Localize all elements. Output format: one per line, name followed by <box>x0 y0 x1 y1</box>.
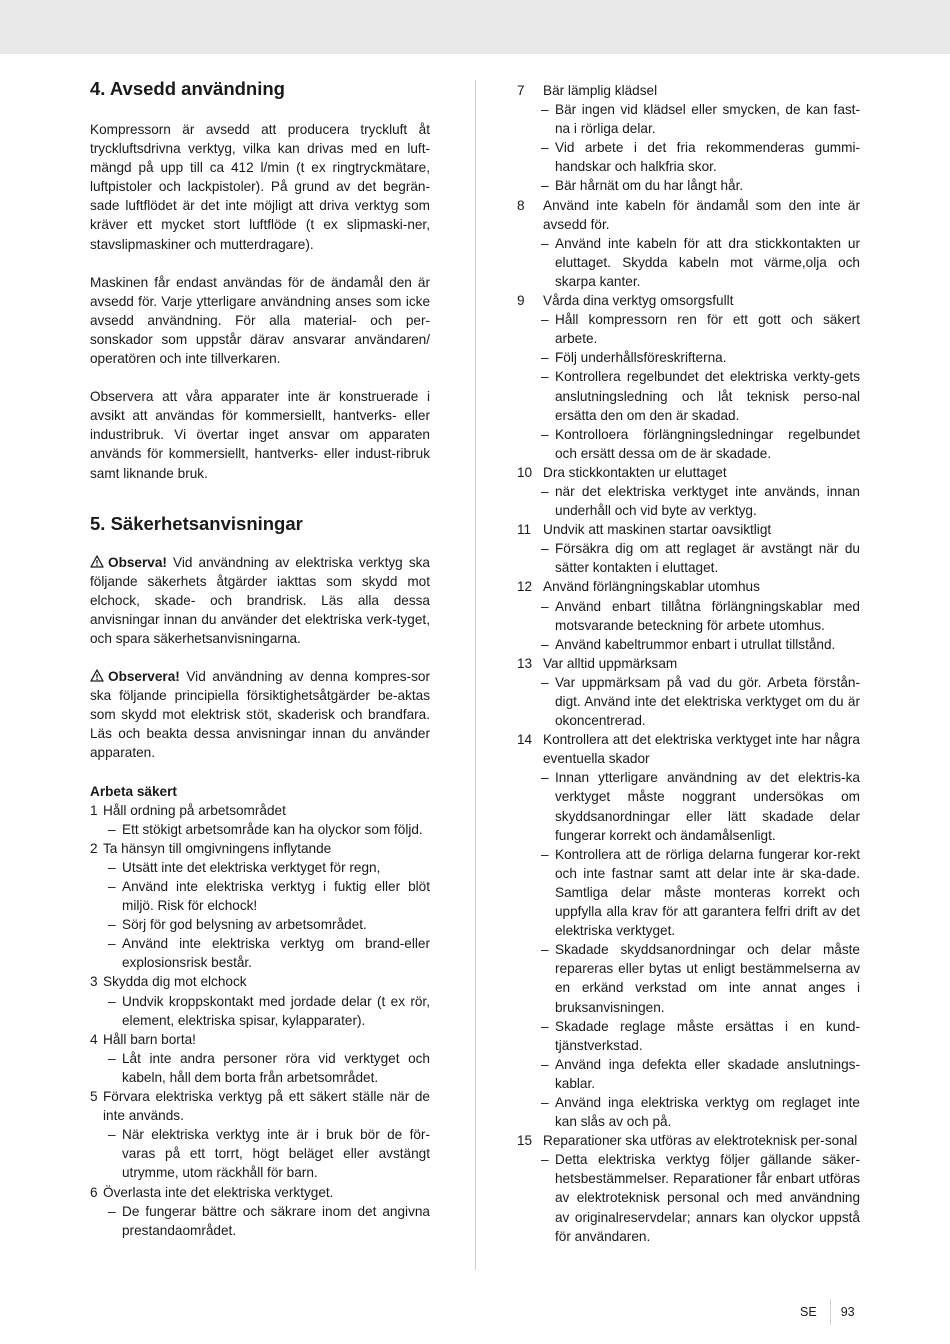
bullet-text: Försäkra dig om att reglaget är avstängt när du sätter kontakten i eluttaget. <box>555 541 860 576</box>
item-number: 1 <box>90 802 98 818</box>
dash-bullet: – <box>108 1050 116 1066</box>
bullet-text: Var uppmärksam på vad du gör. Arbeta förstån-digt. Använd inte det elektriska verktyget om du är okoncentrerad. <box>555 674 860 729</box>
bullet-text: Använd inte elektriska verktyg om brand-eller explosionsrisk består. <box>122 936 430 971</box>
safety-item <box>90 1183 430 1202</box>
safety-item <box>517 291 860 310</box>
page-number: 93 <box>840 1305 855 1319</box>
item-heading: Använd förlängningskablar utomhus <box>543 579 760 595</box>
safety-notice <box>90 553 430 648</box>
dash-bullet: – <box>541 846 549 862</box>
dash-bullet: – <box>541 369 549 385</box>
footer-divider <box>830 1299 831 1325</box>
dash-bullet: – <box>108 821 116 837</box>
column-divider <box>475 80 476 1270</box>
bullet-text: Vid arbete i det fria rekommenderas gummi-handskar och halkfria skor. <box>555 140 860 175</box>
bullet-text: när det elektriska verktyget inte används, innan underhåll och vid byte av verktyg. <box>555 483 860 519</box>
bullet-text: När elektriska verktyg inte är i bruk bör de för-varas på ett torrt, högt beläget eller avstängt utrymme, utom räckhåll för barn. <box>122 1127 430 1181</box>
bullet-item <box>517 673 860 730</box>
bullet-item <box>517 348 860 367</box>
dash-bullet: – <box>541 102 549 118</box>
item-number: 2 <box>90 840 98 856</box>
bullet-text: Utsätt inte det elektriska verktyget för regn, <box>122 859 381 875</box>
item-number: 6 <box>90 1184 98 1200</box>
safety-item <box>90 1087 430 1125</box>
bullet-item <box>517 539 860 577</box>
dash-bullet: – <box>541 426 549 442</box>
bullet-text: Låt inte andra personer röra vid verktyget och kabeln, håll dem borta från arbetsområdet. <box>122 1050 430 1085</box>
item-heading: Kontrollera att det elektriska verktyget inte har några eventuella skador <box>543 732 860 767</box>
dash-bullet: – <box>541 483 549 499</box>
item-number: 14 <box>517 732 533 748</box>
right-column <box>517 81 860 1246</box>
section-4-paragraph: Kompressorn är avsedd att producera tryckluft åt tryckluftsdrivna verktyg, vilka kan drivas med en luft-mängd på upp till ca 412 l/min (t ex ringtryckmätare, luftpistoler och lackpistoler). På grund av det begrän-sade luftflödet är det inte möjligt att driva verktyg som kräver ett mycket stort luftflöde (t ex slipmaski-ner, stavslipmaskiner och mutterdragare). <box>90 122 430 252</box>
language-code: SE <box>800 1305 817 1319</box>
notice-label: Observa! <box>108 554 167 570</box>
bullet-text: Bär ingen vid klädsel eller smycken, de kan fast-na i rörliga delar. <box>555 102 860 137</box>
dash-bullet: – <box>541 674 549 690</box>
dash-bullet: – <box>108 936 116 952</box>
dash-bullet: – <box>108 993 116 1009</box>
safety-item <box>517 577 860 596</box>
dash-bullet: – <box>541 1056 549 1072</box>
page-footer <box>800 1299 855 1325</box>
item-number: 11 <box>517 522 532 538</box>
safety-item <box>517 81 860 100</box>
bullet-item <box>517 482 860 520</box>
bullet-text: Undvik kroppskontakt med jordade delar (t ex rör, element, elektriska spisar, kylapparater). <box>122 993 430 1028</box>
section-4-paragraph: Observera att våra apparater inte är konstruerade i avsikt att användas för kommersiellt, hantverks- eller industribruk. Vi övertar inget ansvar om apparaten används för kommersiellt, hantverks- eller indust-ribruk samt liknande bruk. <box>90 389 430 481</box>
safety-item <box>90 839 430 858</box>
item-heading: Förvara elektriska verktyg på ett säkert ställe när de inte används. <box>103 1089 430 1124</box>
bullet-item <box>90 858 430 877</box>
item-number: 10 <box>517 464 533 480</box>
dash-bullet: – <box>108 1127 116 1143</box>
item-heading: Använd inte kabeln för ändamål som den inte är avsedd för. <box>543 197 860 232</box>
item-number: 7 <box>517 83 525 98</box>
safety-item <box>517 520 860 539</box>
bullet-item <box>517 1093 860 1131</box>
safety-item <box>517 654 860 673</box>
bullet-item <box>90 915 430 934</box>
dash-bullet: – <box>541 350 549 366</box>
bullet-item <box>517 597 860 635</box>
item-heading: Undvik att maskinen startar oavsiktligt <box>543 522 772 538</box>
right-safety-list <box>517 81 860 1246</box>
bullet-item <box>517 768 860 844</box>
bullet-item <box>517 1150 860 1245</box>
dash-bullet: – <box>541 178 549 194</box>
item-heading: Ta hänsyn till omgivningens inflytande <box>103 840 332 856</box>
section-4-paragraph: Maskinen får endast användas för de ändamål den är avsedd för. Varje ytterligare användning anses som icke avsedd användning. För alla material- och per-sonskador som uppstår därav ansvarar användaren/ operatören och inte tillverkaren. <box>90 274 430 367</box>
bullet-item <box>90 934 430 972</box>
bullet-item <box>90 820 430 839</box>
dash-bullet: – <box>541 942 549 958</box>
safety-item <box>517 1131 860 1150</box>
bullet-text: Håll kompressorn ren för ett gott och säkert arbete. <box>555 312 860 347</box>
safety-item <box>517 730 860 768</box>
item-number: 8 <box>517 197 525 213</box>
bullet-text: Använd inga defekta eller skadade anslutnings-kablar. <box>555 1056 860 1091</box>
item-heading: Vårda dina verktyg omsorgsfullt <box>543 293 734 309</box>
item-number: 9 <box>517 293 525 309</box>
item-heading: Håll barn borta! <box>103 1031 196 1047</box>
item-heading: Håll ordning på arbetsområdet <box>103 802 286 818</box>
bullet-text: Bär hårnät om du har långt hår. <box>555 178 744 194</box>
bullet-text: Använd inte elektriska verktyg i fuktig eller blöt miljö. Risk för elchock! <box>122 879 430 914</box>
dash-bullet: – <box>541 235 549 251</box>
bullet-item <box>90 992 430 1030</box>
bullet-text: Ett stökigt arbetsområde kan ha olyckor som följd. <box>122 821 423 837</box>
bullet-item <box>517 425 860 463</box>
warning-triangle-icon <box>90 669 104 682</box>
dash-bullet: – <box>108 859 116 875</box>
dash-bullet: – <box>541 1018 549 1034</box>
item-number: 13 <box>517 655 533 671</box>
dash-bullet: – <box>541 1094 549 1110</box>
item-number: 12 <box>517 579 533 595</box>
dash-bullet: – <box>108 917 116 933</box>
dash-bullet: – <box>541 140 549 156</box>
safety-item <box>517 196 860 234</box>
bullet-text: Kontrollera att de rörliga delarna fungerar kor-rekt och inte fastnar samt att delar inte är ska-dade. Samtliga delar måste monteras korrekt och uppfylla alla krav för att garantera felfri drift av det elektriska verktyget. <box>555 846 860 939</box>
top-header-band <box>0 0 950 54</box>
dash-bullet: – <box>541 541 549 557</box>
dash-bullet: – <box>108 1203 116 1219</box>
bullet-item <box>90 1125 430 1182</box>
item-number: 5 <box>90 1089 98 1105</box>
bullet-text: Innan ytterligare användning av det elektris-ka verktyget måste noggrant undersökas om skyddsanordningar eller lätt skadade delar fungerar korrekt och ändamålsenligt. <box>555 770 860 843</box>
safety-item <box>90 1030 430 1049</box>
bullet-text: Skadade reglage måste ersättas i en kund-tjänstverkstad. <box>555 1018 860 1053</box>
bullet-item <box>90 877 430 915</box>
warning-triangle-icon <box>90 555 104 568</box>
bullet-text: Använd inte kabeln för att dra stickkontakten ur eluttaget. Skydda kabeln mot värme,olja och skarpa kanter. <box>555 235 860 289</box>
bullet-text: Skadade skyddsanordningar och delar måste repareras eller bytas ut enligt bestämmelserna av en erkänd verkstad om inte annat anges i bruksanvisningen. <box>555 942 860 1015</box>
left-safety-list <box>90 801 430 1240</box>
bullet-item <box>517 1055 860 1093</box>
bullet-item <box>517 100 860 138</box>
bullet-item <box>517 845 860 940</box>
item-heading: Skydda dig mot elchock <box>103 974 247 990</box>
notice-text: Vid användning av elektriska verktyg ska följande säkerhets åtgärder iakttas som skydd mot elchock, skade- och brandrisk. Läs alla dessa anvisningar innan du använder det elektriska verk-tyget, och spara säkerhetsanvisningarna. <box>90 554 430 646</box>
bullet-item <box>517 176 860 195</box>
bullet-item <box>517 138 860 176</box>
item-heading: Överlasta inte det elektriska verktyget. <box>103 1184 334 1200</box>
bullet-item <box>90 1202 430 1240</box>
bullet-text: Kontrollera regelbundet det elektriska verkty-gets anslutningsledning och låt teknisk perso-nal ersätta den om den är skadad. <box>555 369 860 423</box>
bullet-item <box>517 940 860 1016</box>
notice-text: Vid användning av denna kompres-sor ska följande principiella försiktighetsåtgärder be-aktas som skydd mot elektrisk stöt, skaderisk och brandfara. Läs och beakta dessa anvisningar innan du använder apparaten. <box>90 669 430 761</box>
item-heading: Dra stickkontakten ur eluttaget <box>543 464 727 480</box>
work-safely-heading: Arbeta säkert <box>90 783 177 799</box>
dash-bullet: – <box>541 598 549 614</box>
safety-item <box>90 801 430 820</box>
item-number: 15 <box>517 1133 533 1149</box>
bullet-text: Kontrolloera förlängningsledningar regelbundet och ersätt dessa om de är skadade. <box>555 426 860 461</box>
bullet-text: Använd inga elektriska verktyg om reglaget inte kan slås av och på. <box>555 1094 860 1130</box>
dash-bullet: – <box>541 1152 549 1168</box>
item-heading: Var alltid uppmärksam <box>543 655 678 671</box>
bullet-text: Använd kabeltrummor enbart i utrullat tillstånd. <box>555 636 836 652</box>
safety-notice <box>90 667 430 762</box>
bullet-text: Använd enbart tillåtna förlängningskablar med motsvarande beteckning för arbete utomhus. <box>555 598 860 633</box>
bullet-item <box>90 1049 430 1087</box>
dash-bullet: – <box>108 879 116 894</box>
dash-bullet: – <box>541 770 549 786</box>
dash-bullet: – <box>541 312 549 328</box>
safety-item <box>90 972 430 991</box>
item-number: 4 <box>90 1031 98 1047</box>
bullet-item <box>517 1017 860 1055</box>
bullet-text: Följ underhållsföreskrifterna. <box>555 350 727 366</box>
bullet-text: Detta elektriska verktyg följer gällande säker-hetsbestämmelser. Reparationer får enbart utföras av elektroteknisk personal och med användning av originalreservdelar; annars kan olyckor uppstå för användaren. <box>555 1152 860 1244</box>
bullet-item <box>517 367 860 424</box>
item-heading: Reparationer ska utföras av elektroteknisk per-sonal <box>543 1133 858 1149</box>
safety-item <box>517 463 860 482</box>
bullet-text: De fungerar bättre och säkrare inom det angivna prestandaområdet. <box>122 1203 430 1238</box>
notice-label: Observera! <box>108 669 180 685</box>
item-heading: Bär lämplig klädsel <box>543 83 658 98</box>
bullet-text: Sörj för god belysning av arbetsområdet. <box>122 917 367 933</box>
item-number: 3 <box>90 974 98 990</box>
bullet-item <box>517 234 860 291</box>
left-column <box>90 76 430 1240</box>
section-5-title: 5. Säkerhetsanvisningar <box>90 512 303 534</box>
bullet-item <box>517 635 860 654</box>
bullet-item <box>517 310 860 348</box>
section-4-title: 4. Avsedd användning <box>90 78 285 99</box>
dash-bullet: – <box>541 636 549 652</box>
